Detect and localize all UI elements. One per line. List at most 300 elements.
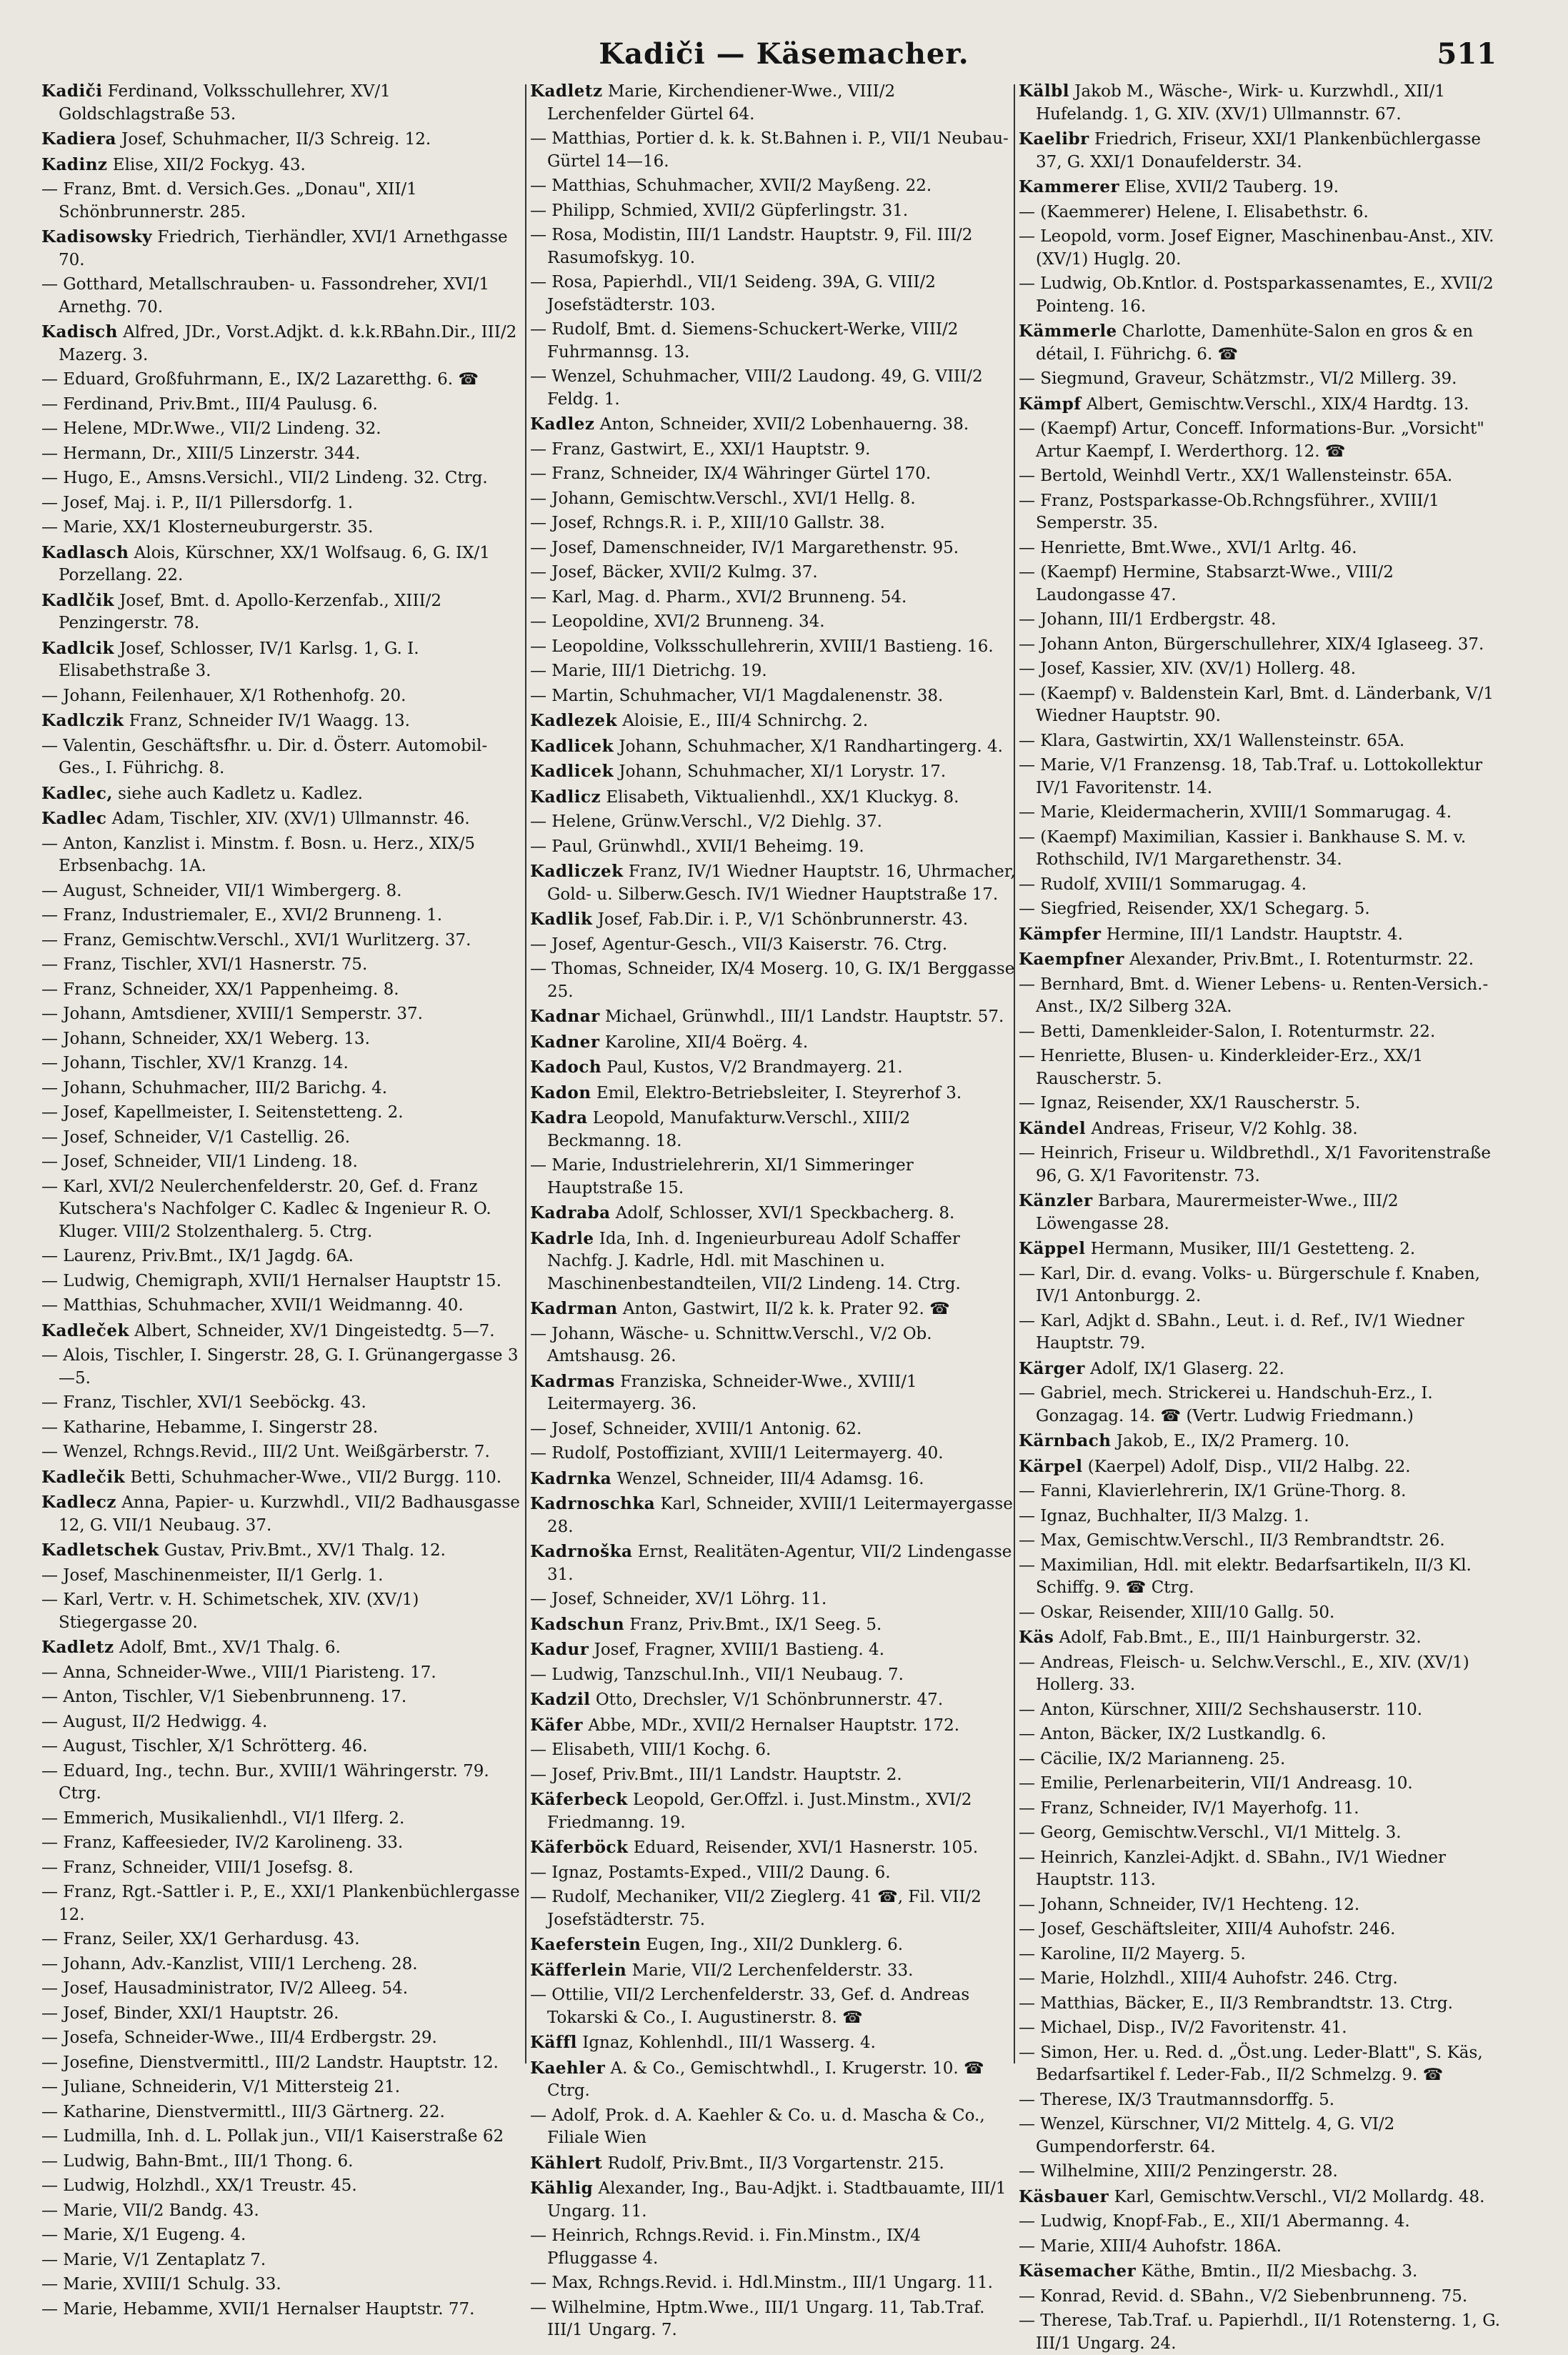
entry-surname: Kadlec <box>41 809 107 828</box>
directory-entry <box>1019 1968 1504 1991</box>
directory-entry <box>1019 1430 1504 1453</box>
directory-entry <box>1019 2113 1504 2159</box>
directory-entry <box>41 321 527 367</box>
entry-text: Alois, Kürschner, XX/1 Wolfsaug. 6, G. IX/1 Porzellang. 22. <box>59 543 490 584</box>
directory-entry <box>41 1102 527 1125</box>
directory-entry <box>530 2031 1016 2055</box>
directory-entry <box>530 636 1016 659</box>
directory-entry <box>41 542 527 587</box>
entry-text: — Wilhelmine, XIII/2 Penzingerstr. 28. <box>1019 2162 1338 2181</box>
directory-entry <box>1019 1993 1504 2016</box>
entry-surname: Kadlasch <box>41 542 129 562</box>
directory-entry <box>530 811 1016 834</box>
directory-entry <box>1019 923 1504 947</box>
entry-surname: Kadlcik <box>41 638 114 658</box>
directory-entry <box>1019 201 1504 224</box>
entry-text: — Marie, XX/1 Klosterneuburgerstr. 35. <box>41 518 374 537</box>
directory-entry <box>1019 658 1504 681</box>
entry-text: — Franz, Schneider, XX/1 Pappenheimg. 8. <box>41 980 399 999</box>
directory-entry <box>41 1003 527 1026</box>
directory-entry <box>1019 2161 1504 2184</box>
directory-entry <box>41 2003 527 2026</box>
entry-text: — (Kaempf) Hermine, Stabsarzt-Wwe., VIII/2 Laudongasse 47. <box>1019 563 1394 604</box>
entry-text: — Ludwig, Ob.Kntlor. d. Postsparkassenamtes, E., XVII/2 Pointeng. 16. <box>1019 274 1494 316</box>
directory-entry <box>41 274 527 319</box>
directory-entry <box>41 2052 527 2075</box>
directory-entry <box>1019 827 1504 872</box>
directory-entry <box>530 860 1016 906</box>
directory-entry <box>41 1662 527 1685</box>
entry-surname: Kadiera <box>41 129 116 149</box>
directory-entry <box>41 128 527 151</box>
entry-text: — Maximilian, Hdl. mit elektr. Bedarfsartikeln, II/3 Kl. Schiffg. 9. ☎ Ctrg. <box>1019 1555 1472 1597</box>
directory-entry <box>41 492 527 515</box>
entry-text: — Anton, Kürschner, XIII/2 Sechshauserstr. 110. <box>1019 1700 1423 1719</box>
directory-entry <box>41 443 527 466</box>
entry-text: — Henriette, Blusen- u. Kinderkleider-Erz., XX/1 Rauscherstr. 5. <box>1019 1047 1424 1088</box>
directory-entry <box>1019 393 1504 417</box>
directory-entry <box>1019 1918 1504 1941</box>
entry-surname: Kadliczek <box>530 862 624 881</box>
directory-entry <box>530 1959 1016 1983</box>
directory-entry <box>530 1836 1016 1860</box>
entry-text: — Johann, Wäsche- u. Schnittw.Verschl., V/2 Ob. Amtshausg. 26. <box>530 1324 932 1365</box>
entry-surname: Kadon <box>530 1082 591 1102</box>
entry-surname: Kadschun <box>530 1614 625 1634</box>
entry-surname: Kadnar <box>530 1007 600 1026</box>
entry-surname: Kadrle <box>530 1228 594 1248</box>
directory-entry <box>1019 974 1504 1019</box>
entry-text: — Konrad, Revid. d. SBahn., V/2 Siebenbrunneng. 75. <box>1019 2286 1468 2306</box>
directory-entry <box>530 1323 1016 1368</box>
entry-text: — Franz, Schneider, VIII/1 Josefsg. 8. <box>41 1858 354 1877</box>
entry-text: — Marie, V/1 Zentaplatz 7. <box>41 2250 266 2269</box>
directory-entry <box>41 1151 527 1174</box>
entry-text: Leopold, Ger.Offzl. i. Just.Minstm., XVI/2 Friedmanng. 19. <box>547 1791 972 1832</box>
entry-text: — Franz, Bmt. d. Versich.Ges. „Donau", XII/1 Schönbrunnerstr. 285. <box>41 180 417 221</box>
directory-entry <box>1019 1092 1504 1115</box>
directory-entry <box>41 1320 527 1343</box>
entry-text: — August, II/2 Hedwigg. 4. <box>41 1712 268 1731</box>
directory-entry <box>41 807 527 831</box>
entry-text: Eduard, Reisender, XVI/1 Hasnerstr. 105. <box>628 1838 979 1857</box>
directory-entry <box>1019 128 1504 174</box>
entry-surname: Kadinz <box>41 154 108 174</box>
entry-text: — Alois, Tischler, I. Singerstr. 28, G. I. Grünangergasse 3—5. <box>41 1346 519 1388</box>
directory-entry <box>41 1881 527 1926</box>
directory-entry <box>41 1808 527 1831</box>
directory-entry <box>1019 273 1504 318</box>
directory-entry <box>530 272 1016 317</box>
directory-entry <box>530 710 1016 733</box>
directory-entry <box>41 154 527 177</box>
directory-entry <box>41 1636 527 1660</box>
entry-surname: Kählert <box>530 2153 603 2173</box>
entry-text: — Ottilie, VII/2 Lerchenfelderstr. 33, Gef. d. Andreas Tokarski & Co., I. Augustinerstr. 8. ☎ <box>530 1986 970 2027</box>
entry-text: Elise, XVII/2 Tauberg. 19. <box>1119 178 1339 196</box>
entry-text: — Josef, Priv.Bmt., III/1 Landstr. Hauptstr. 2. <box>530 1765 902 1784</box>
entry-text: A. & Co., Gemischtwhdl., I. Krugerstr. 10. ☎ Ctrg. <box>547 2058 984 2100</box>
entry-text: — Josef, Agentur-Gesch., VII/3 Kaiserstr. 76. Ctrg. <box>530 935 948 954</box>
entry-text: — Heinrich, Friseur u. Wildbrethdl., X/1 Favoritenstraße 96, G. X/1 Favoritenstr. 73. <box>1019 1144 1491 1185</box>
directory-entry <box>41 1245 527 1268</box>
directory-entry <box>1019 730 1504 753</box>
entry-surname: Kadrnoška <box>530 1542 633 1561</box>
entry-text: — Rosa, Modistin, III/1 Landstr. Hauptstr. 9, Fil. III/2 Rasumofskyg. 10. <box>530 226 973 267</box>
directory-entry <box>1019 1822 1504 1845</box>
entry-surname: Kämpfer <box>1019 924 1102 944</box>
entry-surname: Kändel <box>1019 1118 1087 1138</box>
entry-text: — Franz, Kaffeesieder, IV/2 Karolineng. 33. <box>41 1833 404 1852</box>
entry-text: — Josef, Maj. i. P., II/1 Pillersdorfg. 1. <box>41 493 354 512</box>
directory-entry <box>41 1589 527 1634</box>
entry-surname: Käferböck <box>530 1838 629 1857</box>
directory-entry <box>530 908 1016 932</box>
entry-text: — Karl, Adjkt d. SBahn., Leut. i. d. Ref., IV/1 Wiedner Hauptstr. 79. <box>1019 1311 1464 1353</box>
entry-text: Alfred, JDr., Vorst.Adjkt. d. k.k.RBahn.Dir., III/2 Mazerg. 3. <box>59 323 517 364</box>
entry-surname: Kadra <box>530 1108 588 1127</box>
page-header <box>0 37 1568 80</box>
directory-entry <box>41 1176 527 1244</box>
entry-text: — Ferdinand, Priv.Bmt., III/4 Paulusg. 6. <box>41 394 378 414</box>
entry-text: Karoline, XII/4 Boërg. 4. <box>599 1032 809 1052</box>
entry-surname: Käppel <box>1019 1239 1086 1258</box>
entry-text: Friedrich, Friseur, XXI/1 Plankenbüchlergasse 37, G. XXI/1 Donaufelderstr. 34. <box>1036 130 1482 171</box>
entry-text: — Wenzel, Rchngs.Revid., III/2 Unt. Weißgärberstr. 7. <box>41 1443 490 1461</box>
entry-surname: Kaehler <box>530 2058 606 2078</box>
directory-entry <box>41 2249 527 2272</box>
directory-entry <box>1019 562 1504 607</box>
directory-entry <box>530 2272 1016 2295</box>
entry-text: — Marie, Kleidermacherin, XVIII/1 Sommarugag. 4. <box>1019 803 1452 822</box>
directory-entry <box>41 1077 527 1100</box>
entry-surname: Kämmerle <box>1019 322 1117 341</box>
entry-text: Johann, Schuhmacher, X/1 Randhartingerg. 4. <box>614 737 1003 756</box>
entry-surname: Kadur <box>530 1640 589 1659</box>
entry-text: — (Kaemmerer) Helene, I. Elisabethstr. 6. <box>1019 202 1369 221</box>
entry-text: — Ignaz, Buchhalter, II/3 Malzg. 1. <box>1019 1506 1309 1525</box>
entry-text: — Karoline, II/2 Mayerg. 5. <box>1019 1944 1246 1963</box>
directory-entry <box>41 1466 527 1490</box>
entry-text: Josef, Schuhmacher, II/3 Schreig. 12. <box>116 130 431 149</box>
entry-text: — Max, Rchngs.Revid. i. Hdl.Minstm., III/1 Ungarg. 11. <box>530 2274 993 2292</box>
entry-text: Jakob M., Wäsche-, Wirk- u. Kurzwhdl., XII/1 Hufelandg. 1, G. XIV. (XV/1) Ullmannstr. 67. <box>1036 82 1446 124</box>
directory-entry <box>1019 1238 1504 1261</box>
entry-surname: Kadlicek <box>530 736 614 756</box>
entry-surname: Kadner <box>530 1032 600 1052</box>
entry-text: — Anton, Tischler, V/1 Siebenbrunneng. 17. <box>41 1688 407 1706</box>
entry-text: Adolf, IX/1 Glaserg. 22. <box>1084 1359 1284 1378</box>
directory-entry <box>1019 226 1504 271</box>
entry-text: — Franz, Schneider, IV/1 Mayerhofg. 11. <box>1019 1798 1359 1818</box>
directory-entry <box>530 1613 1016 1637</box>
entry-text: — Wilhelmine, Hptm.Wwe., III/1 Ungarg. 11, Tab.Traf. III/1 Ungarg. 7. <box>530 2298 985 2339</box>
directory-entry <box>41 1761 527 1806</box>
entry-text: — Helene, Grünw.Verschl., V/2 Diehlg. 37. <box>530 812 882 831</box>
directory-entry <box>530 660 1016 683</box>
directory-entry <box>41 710 527 733</box>
directory-entry <box>41 685 527 708</box>
directory-entry <box>41 2076 527 2099</box>
directory-entry <box>1019 683 1504 728</box>
entry-text: — Cäcilie, IX/2 Marianneng. 25. <box>1019 1749 1286 1768</box>
directory-entry <box>1019 1943 1504 1966</box>
entry-text: Marie, Kirchendiener-Wwe., VIII/2 Lerchenfelder Gürtel 64. <box>547 82 896 124</box>
directory-entry <box>530 1688 1016 1712</box>
entry-text: — Leopold, vorm. Josef Eigner, Maschinenbau-Anst., XIV. (XV/1) Huglg. 20. <box>1019 227 1494 269</box>
entry-text: — Katharine, Hebamme, I. Singerstr 28. <box>41 1418 379 1437</box>
directory-entry <box>1019 948 1504 972</box>
directory-entry <box>530 1298 1016 1321</box>
entry-text: Käthe, Bmtin., II/2 Miesbachg. 3. <box>1136 2262 1418 2281</box>
directory-entry <box>1019 2186 1504 2209</box>
entry-text: — Johann, Adv.-Kanzlist, VIII/1 Lercheng. 28. <box>41 1954 418 1973</box>
directory-entry <box>530 562 1016 584</box>
entry-text: Wenzel, Schneider, III/4 Adamsg. 16. <box>611 1469 924 1488</box>
entry-text: Elise, XII/2 Fockyg. 43. <box>107 155 306 174</box>
directory-entry <box>41 1928 527 1951</box>
directory-entry <box>41 1345 527 1390</box>
entry-text: — Karl, Vertr. v. H. Schimetschek, XIV. (XV/1) Stiegergasse 20. <box>41 1590 419 1632</box>
directory-entry <box>530 1005 1016 1029</box>
entry-text: — Matthias, Schuhmacher, XVII/1 Weidmanng. 40. <box>41 1296 464 1315</box>
entry-text: Josef, Schlosser, IV/1 Karlsg. 1, G. I. Elisabethstraße 3. <box>59 639 419 680</box>
entry-text: — Max, Gemischtw.Verschl., II/3 Rembrandtstr. 26. <box>1019 1531 1445 1550</box>
entry-surname: Kadrmas <box>530 1371 615 1391</box>
entry-surname: Kärpel <box>1019 1456 1083 1476</box>
directory-entry <box>41 1491 527 1537</box>
directory-entry <box>530 587 1016 609</box>
entry-text: — Ludwig, Bahn-Bmt., III/1 Thong. 6. <box>41 2151 354 2171</box>
directory-entry <box>41 2299 527 2321</box>
directory-entry <box>530 1764 1016 1787</box>
directory-entry <box>41 2224 527 2247</box>
entry-text: Alexander, Priv.Bmt., I. Rotenturmstr. 22. <box>1124 950 1474 969</box>
entry-text: — Josef, Kapellmeister, I. Seitenstetteng. 2. <box>41 1103 404 1122</box>
directory-entry <box>1019 1142 1504 1188</box>
directory-entry <box>530 1443 1016 1465</box>
directory-entry <box>530 2177 1016 2223</box>
entry-text: Friedrich, Tierhändler, XVI/1 Arnethgasse 70. <box>59 228 508 269</box>
directory-entry <box>1019 1383 1504 1428</box>
directory-entry <box>41 179 527 224</box>
directory-entry <box>41 517 527 539</box>
entry-text: Karl, Gemischtw.Verschl., VI/2 Mollardg. 48. <box>1109 2187 1485 2206</box>
entry-text: — Laurenz, Priv.Bmt., IX/1 Jagdg. 6A. <box>41 1247 354 1265</box>
entry-text: — Josef, Bäcker, XVII/2 Kulmg. 37. <box>530 563 818 582</box>
entry-text: — Leopoldine, XVI/2 Brunneng. 34. <box>530 612 825 631</box>
entry-text: — Rudolf, Postoffiziant, XVIII/1 Leitermayerg. 40. <box>530 1444 944 1463</box>
entry-text: — Anna, Schneider-Wwe., VIII/1 Piaristeng. 17. <box>41 1663 436 1682</box>
directory-entry <box>1019 2236 1504 2259</box>
entry-text: — Simon, Her. u. Red. d. „Öst.ung. Leder-Blatt", S. Käs, Bedarfsartikel f. Leder-Fab., II/2 Schmelzg. 9. ☎ <box>1019 2043 1483 2084</box>
entry-text: — Ludwig, Holzhdl., XX/1 Treustr. 45. <box>41 2176 357 2195</box>
directory-entry <box>41 467 527 490</box>
entry-text: Adam, Tischler, XIV. (XV/1) Ullmannstr. 46. <box>106 810 470 828</box>
entry-text: Ferdinand, Volksschullehrer, XV/1 Goldschlagstraße 53. <box>59 82 391 124</box>
entry-text: — Karl, XVI/2 Neulerchenfelderstr. 20, Gef. d. Franz Kutschera's Nachfolger C. Kadlec & Ingenieur R. O. Kluger. VIII/2 Stolzenthalerg. 5. Ctrg. <box>41 1177 491 1241</box>
entry-surname: Kadlicz <box>530 787 601 807</box>
directory-entry <box>41 418 527 441</box>
entry-text: — Franz, Tischler, XVI/1 Hasnerstr. 75. <box>41 955 368 974</box>
entry-text: Marie, VII/2 Lerchenfelderstr. 33. <box>626 1961 914 1980</box>
entry-text: — Eduard, Großfuhrmann, E., IX/2 Lazaretthg. 6. ☎ <box>41 370 479 389</box>
directory-entry <box>41 1028 527 1051</box>
directory-entry <box>41 1127 527 1150</box>
entry-surname: Kaelibr <box>1019 129 1089 149</box>
directory-entry <box>530 512 1016 535</box>
entry-text: Andreas, Friseur, V/2 Kohlg. 38. <box>1086 1119 1358 1138</box>
directory-entry <box>1019 368 1504 391</box>
entry-surname: Kadisch <box>41 322 118 342</box>
entry-surname: Käferbeck <box>530 1790 628 1809</box>
entry-surname: Kadlez <box>530 414 595 434</box>
directory-entry <box>1019 609 1504 632</box>
directory-entry <box>1019 1602 1504 1625</box>
entry-text: — Josefa, Schneider-Wwe., III/4 Erdbergstr. 29. <box>41 2028 437 2047</box>
entry-surname: Kadlczik <box>41 711 124 730</box>
directory-entry <box>530 366 1016 411</box>
directory-entry <box>1019 80 1504 126</box>
directory-entry <box>530 1228 1016 1296</box>
entry-surname: Kärger <box>1019 1358 1085 1378</box>
entry-text: — Ignaz, Reisender, XX/1 Rauscherstr. 5. <box>1019 1094 1361 1112</box>
entry-text: — Johann Anton, Bürgerschullehrer, XIX/4 Iglaseeg. 37. <box>1019 634 1484 654</box>
entry-text: — Betti, Damenkleider-Salon, I. Rotenturmstr. 22. <box>1019 1022 1436 1041</box>
entry-text: Rudolf, Priv.Bmt., II/3 Vorgartenstr. 215. <box>602 2154 944 2173</box>
entry-text: (Kaerpel) Adolf, Disp., VII/2 Halbg. 22. <box>1082 1457 1411 1476</box>
directory-entry <box>530 463 1016 486</box>
directory-entry <box>530 1886 1016 1931</box>
directory-entry <box>41 1978 527 2001</box>
entry-surname: Kärnbach <box>1019 1431 1112 1450</box>
column-3 <box>1019 80 1504 2353</box>
directory-entry <box>41 735 527 780</box>
page-number: 511 <box>1437 37 1497 71</box>
entry-text: — Andreas, Fleisch- u. Selchw.Verschl., E., XIV. (XV/1) Hollerg. 33. <box>1019 1653 1469 1694</box>
entry-text: — Hermann, Dr., XIII/5 Linzerstr. 344. <box>41 444 361 463</box>
entry-text: — Ludwig, Chemigraph, XVII/1 Hernalser Hauptstr 15. <box>41 1271 501 1290</box>
entry-text: Hermine, III/1 Landstr. Hauptstr. 4. <box>1101 925 1403 944</box>
directory-entry <box>1019 2042 1504 2087</box>
entry-text: — Marie, Industrielehrerin, XI/1 Simmeringer Hauptstraße 15. <box>530 1156 914 1198</box>
entry-text: — Siegfried, Reisender, XX/1 Schegarg. 5. <box>1019 900 1370 918</box>
entry-text: Josef, Fragner, XVIII/1 Bastieng. 4. <box>589 1640 885 1659</box>
directory-entry <box>1019 1455 1504 1479</box>
directory-entry <box>530 1933 1016 1957</box>
entry-text: Gustav, Priv.Bmt., XV/1 Thalg. 12. <box>159 1541 446 1560</box>
entry-text: — Wenzel, Schuhmacher, VIII/2 Laudong. 49, G. VIII/2 Feldg. 1. <box>530 367 983 409</box>
entry-text: — Franz, Tischler, XVI/1 Seeböckg. 43. <box>41 1393 366 1412</box>
entry-surname: Kählig <box>530 2179 594 2198</box>
entry-text: — Emmerich, Musikalienhdl., VI/1 Ilferg. 2. <box>41 1808 405 1828</box>
directory-entry <box>530 175 1016 198</box>
entry-text: Franz, Priv.Bmt., IX/1 Seeg. 5. <box>624 1615 882 1634</box>
directory-entry <box>1019 1263 1504 1308</box>
directory-entry <box>530 1714 1016 1738</box>
directory-entry <box>530 1370 1016 1416</box>
directory-entry <box>41 1832 527 1855</box>
entry-text: Albert, Gemischtw.Verschl., XIX/4 Hardtg. 13. <box>1081 394 1469 414</box>
entry-text: — Heinrich, Kanzlei-Adjkt. d. SBahn., IV/1 Wiedner Hauptstr. 113. <box>1019 1848 1447 1889</box>
entry-text: — Therese, Tab.Traf. u. Papierhdl., II/1 Rotensterng. 1, G. III/1 Ungarg. 24. <box>1019 2311 1501 2353</box>
entry-text: — Marie, XVIII/1 Schulg. 33. <box>41 2275 281 2294</box>
entry-text: — Adolf, Prok. d. A. Kaehler & Co. u. d. Mascha & Co., Filiale Wien <box>530 2106 985 2147</box>
directory-entry <box>530 413 1016 437</box>
entry-text: — Ludwig, Tanzschul.Inh., VII/1 Neubaug. 7. <box>530 1665 904 1684</box>
directory-entry <box>530 1540 1016 1586</box>
directory-entry <box>530 128 1016 173</box>
directory-entry <box>41 369 527 392</box>
directory-entry <box>1019 176 1504 199</box>
directory-entry <box>41 1417 527 1440</box>
directory-entry <box>530 1418 1016 1441</box>
entry-text: — Marie, Holzhdl., XIII/4 Auhofstr. 246. Ctrg. <box>1019 1969 1398 1988</box>
entry-text: — Michael, Disp., IV/2 Favoritenstr. 41. <box>1019 2018 1347 2037</box>
entry-text: Anna, Papier- u. Kurzwhdl., VII/2 Badhausgasse 12, G. VII/1 Neubaug. 37. <box>59 1493 520 1535</box>
directory-entry <box>1019 1894 1504 1917</box>
directory-entry <box>1019 2089 1504 2112</box>
entry-text: — Ignaz, Postamts-Exped., VIII/2 Daung. 6. <box>530 1863 891 1882</box>
entry-surname: Kadzil <box>530 1690 591 1709</box>
entry-surname: Kaeferstein <box>530 1935 641 1954</box>
directory-entry <box>1019 490 1504 535</box>
directory-entry <box>530 958 1016 1003</box>
entry-text: Adolf, Bmt., XV/1 Thalg. 6. <box>114 1638 341 1657</box>
entry-text: — Josef, Schneider, XVIII/1 Antonig. 62. <box>530 1419 862 1438</box>
entry-text: — Heinrich, Rchngs.Revid. i. Fin.Minstm., IX/4 Pfluggasse 4. <box>530 2226 921 2268</box>
column-2 <box>530 80 1016 2339</box>
entry-surname: Käsbauer <box>1019 2186 1109 2206</box>
entry-text: — Anton, Bäcker, IX/2 Lustkandlg. 6. <box>1019 1725 1327 1743</box>
entry-surname: Käs <box>1019 1628 1054 1647</box>
directory-entry <box>41 1857 527 1880</box>
entry-text: Betti, Schuhmacher-Wwe., VII/2 Burgg. 110. <box>125 1468 502 1487</box>
entry-text: — Johann, Schuhmacher, III/2 Barichg. 4. <box>41 1078 388 1097</box>
directory-entry <box>530 439 1016 462</box>
directory-entry <box>1019 1626 1504 1650</box>
entry-surname: Käfer <box>530 1715 584 1735</box>
entry-text: — Marie, Hebamme, XVII/1 Hernalser Hauptstr. 77. <box>41 2299 475 2319</box>
entry-text: — Philipp, Schmied, XVII/2 Güpferlingstr. 31. <box>530 201 909 220</box>
entry-text: — Marie, XIII/4 Auhofstr. 186A. <box>1019 2236 1282 2256</box>
entry-text: Ida, Inh. d. Ingenieurbureau Adolf Schaffer Nachfg. J. Kadrle, Hdl. mit Maschinen u. Maschinenbestandteilen, VII/2 Lindeng. 14. Ctrg. <box>547 1229 961 1293</box>
entry-text: — Klara, Gastwirtin, XX/1 Wallensteinstr. 65A. <box>1019 731 1405 750</box>
entry-text: — Rudolf, Mechaniker, VII/2 Zieglerg. 41 ☎, Fil. VII/2 Josefstädterstr. 75. <box>530 1888 982 1929</box>
directory-entry <box>41 80 527 126</box>
directory-entry <box>41 1052 527 1075</box>
directory-entry <box>41 905 527 927</box>
entry-surname: Käfferlein <box>530 1960 627 1980</box>
directory-entry <box>41 589 527 635</box>
entry-text: — Juliane, Schneiderin, V/1 Mittersteig 21. <box>41 2078 401 2096</box>
directory-entry <box>530 2152 1016 2176</box>
directory-entry <box>1019 1190 1504 1235</box>
entry-text: — Josef, Kassier, XIV. (XV/1) Hollerg. 48. <box>1019 659 1357 678</box>
entry-text: — Katharine, Dienstvermittl., III/3 Gärtnerg. 22. <box>41 2102 445 2121</box>
directory-entry <box>530 1082 1016 1105</box>
directory-entry <box>530 836 1016 859</box>
entry-text: — Rudolf, Bmt. d. Siemens-Schuckert-Werke, VIII/2 Fuhrmannsg. 13. <box>530 320 959 362</box>
directory-entry <box>530 1739 1016 1762</box>
entry-text: Jakob, E., IX/2 Pramerg. 10. <box>1111 1432 1350 1450</box>
directory-entry <box>530 319 1016 364</box>
directory-entry <box>530 80 1016 126</box>
directory-entry <box>41 1539 527 1563</box>
entry-text: Ignaz, Kohlenhdl., III/1 Wasserg. 4. <box>576 2033 876 2052</box>
entry-text: Karl, Schneider, XVIII/1 Leitermayergasse 28. <box>547 1495 1013 1536</box>
directory-entry <box>530 1984 1016 2029</box>
